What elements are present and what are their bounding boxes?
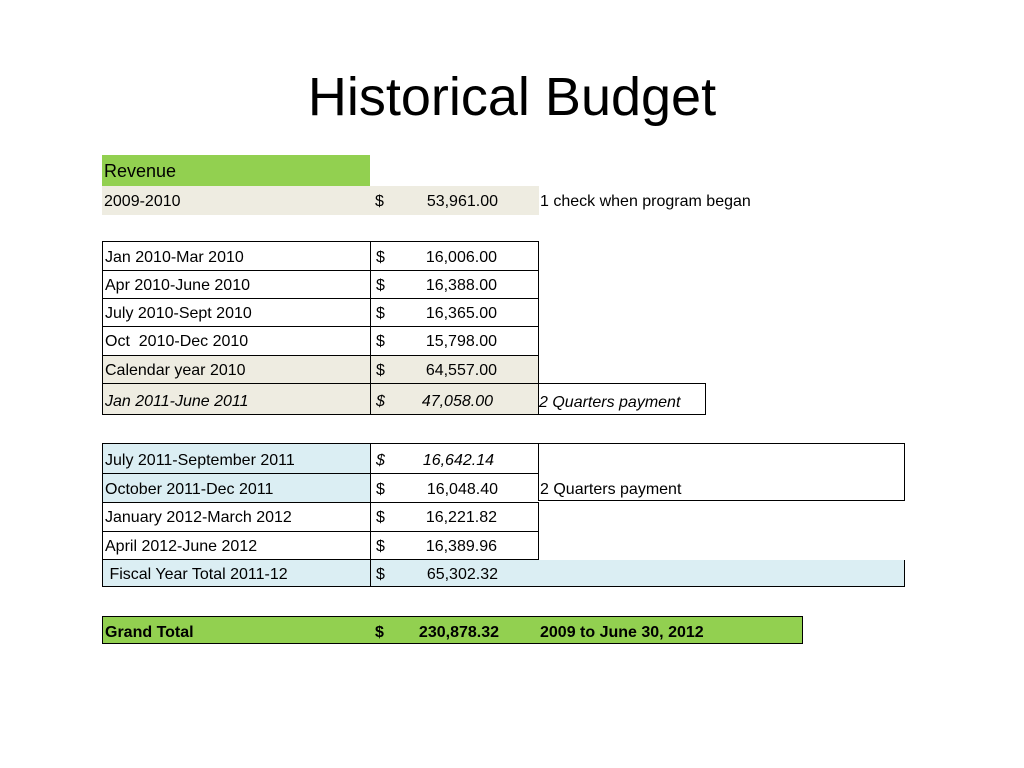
row-2009-note: 1 check when program began (540, 193, 751, 210)
page-title: Historical Budget (307, 67, 717, 127)
q-2011-3-dollar: $ (370, 503, 400, 532)
q-2011-3-label: January 2012-March 2012 (102, 503, 370, 532)
q-2010-4-dollar: $ (370, 327, 400, 356)
row-2009-label: 2009-2010 (102, 186, 370, 215)
q-2011-3-amount: 16,221.82 (400, 503, 539, 532)
grand-total-amount: 230,878.32 (400, 616, 539, 644)
row-2009-dollar: $ (370, 186, 400, 215)
fiscal-total-amount: 65,302.32 (400, 560, 539, 587)
q-2011-1-dollar: $ (370, 443, 400, 474)
jan-june-2011-label: Jan 2011-June 2011 (102, 384, 370, 415)
q-2010-4-label: Oct 2010-Dec 2010 (102, 327, 370, 356)
grand-total-label: Grand Total (102, 616, 370, 644)
grand-total-note: 2009 to June 30, 2012 (539, 616, 803, 644)
calendar-2010-amount: 64,557.00 (400, 356, 539, 384)
q-2011-4-amount: 16,389.96 (400, 532, 539, 560)
q-2010-1-label: Jan 2010-Mar 2010 (102, 241, 370, 271)
q-2011-note: 2 Quarters payment (538, 443, 905, 501)
fiscal-total-label: Fiscal Year Total 2011-12 (102, 560, 370, 587)
q-2010-3-dollar: $ (370, 299, 400, 327)
q-2011-1-amount: 16,642.14 (400, 443, 539, 474)
q-2011-4-dollar: $ (370, 532, 400, 560)
q-2010-4-amount: 15,798.00 (400, 327, 539, 356)
q-2011-2-dollar: $ (370, 474, 400, 503)
q-2011-2-label: October 2011-Dec 2011 (102, 474, 370, 503)
q-2010-1-dollar: $ (370, 241, 400, 271)
row-2009-amount: 53,961.00 (400, 186, 539, 215)
q-2010-2-dollar: $ (370, 271, 400, 299)
q-2011-1-label: July 2011-September 2011 (102, 443, 370, 474)
grand-total-dollar: $ (370, 616, 400, 644)
q-2010-3-label: July 2010-Sept 2010 (102, 299, 370, 327)
calendar-2010-label: Calendar year 2010 (102, 356, 370, 384)
jan-june-2011-note: 2 Quarters payment (538, 383, 706, 415)
jan-june-2011-dollar: $ (370, 384, 400, 415)
revenue-header: Revenue (102, 155, 370, 186)
q-2010-3-amount: 16,365.00 (400, 299, 539, 327)
fiscal-total-filler (539, 560, 905, 587)
q-2010-1-amount: 16,006.00 (400, 241, 539, 271)
calendar-2010-dollar: $ (370, 356, 400, 384)
jan-june-2011-amount: 47,058.00 (400, 384, 539, 415)
q-2010-2-label: Apr 2010-June 2010 (102, 271, 370, 299)
q-2011-4-label: April 2012-June 2012 (102, 532, 370, 560)
fiscal-total-dollar: $ (370, 560, 400, 587)
q-2011-2-amount: 16,048.40 (400, 474, 539, 503)
q-2010-2-amount: 16,388.00 (400, 271, 539, 299)
